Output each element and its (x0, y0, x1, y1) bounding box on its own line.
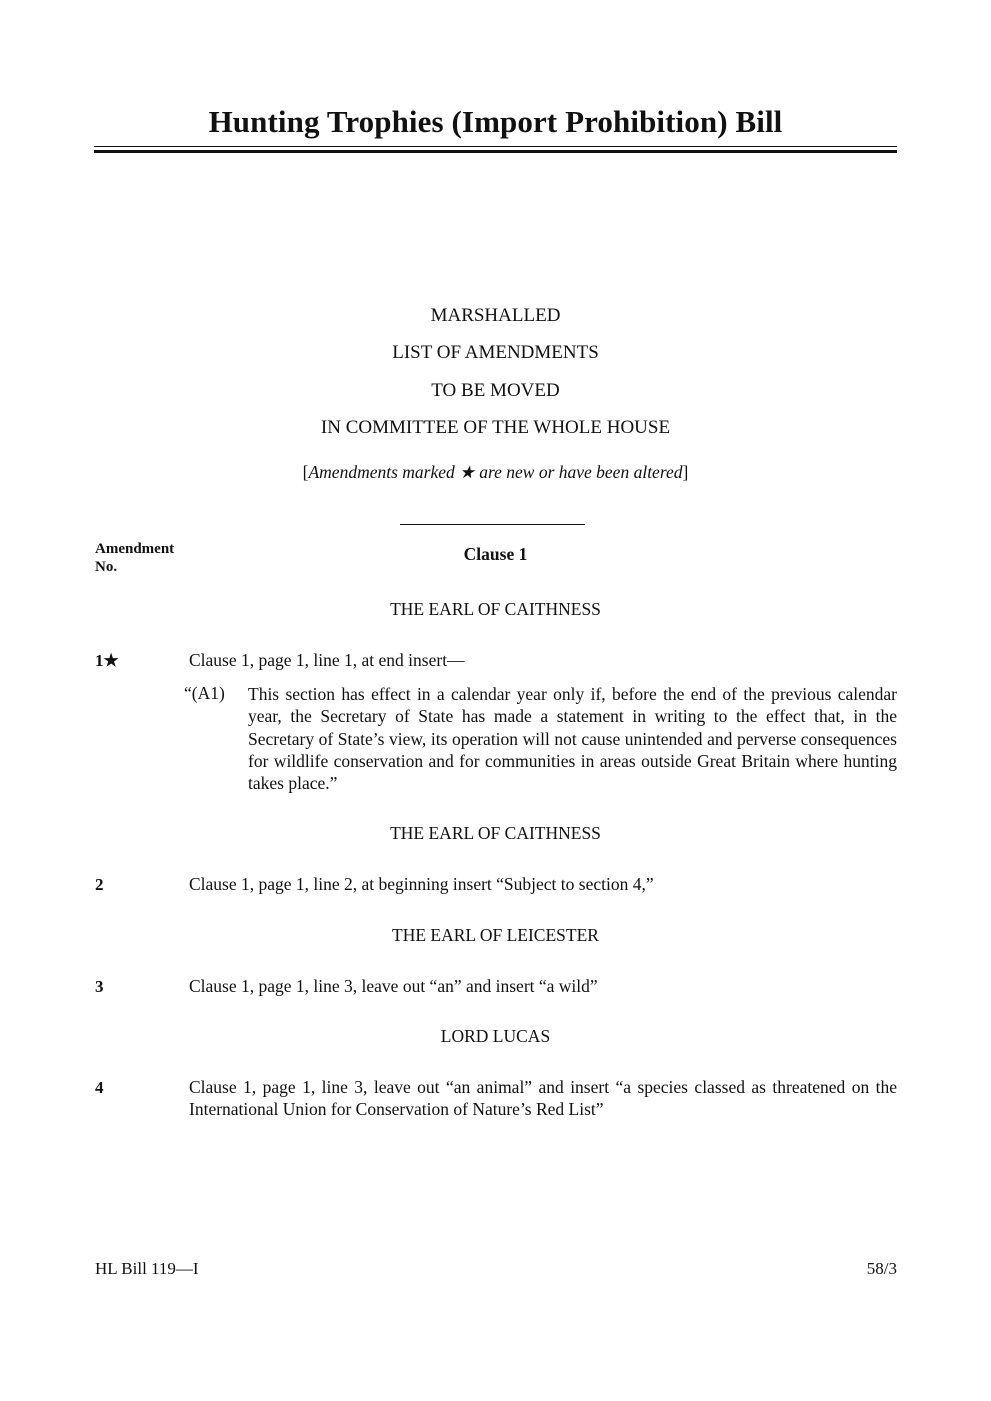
note-close-bracket: ] (682, 462, 689, 482)
new-amendments-note (94, 462, 897, 483)
heading-line-4: IN COMMITTEE OF THE WHOLE HOUSE (320, 417, 671, 438)
heading-line-2: LIST OF AMENDMENTS (392, 342, 599, 363)
inserted-subsection-text: This section has effect in a calendar year only if, before the end of the previous calendar year, the Secretary of State has made a statement in writing to the effect that, in the Secretary of State’s view, its operation will not cause unintended and perverse consequences for wildlife conservation and for communities in areas outside Great Britain where hunting takes place.” (248, 684, 897, 794)
amendment-header-line2: No. (95, 559, 118, 575)
amendment-number: 1★ (95, 651, 119, 670)
bill-title: Hunting Trophies (Import Prohibition) Bill (208, 104, 783, 139)
amendment-number: 3 (95, 977, 104, 996)
note-text: Amendments marked ★ are new or have been altered (308, 462, 683, 482)
sponsor-name: THE EARL OF LEICESTER (392, 925, 599, 945)
sponsor-name: THE EARL OF CAITHNESS (390, 823, 601, 843)
amendment-header-line1: Amendment (95, 541, 175, 557)
amendment-text: Clause 1, page 1, line 2, at beginning insert “Subject to section 4,” (189, 874, 654, 894)
amendment-text: Clause 1, page 1, line 1, at end insert— (189, 650, 465, 670)
amendment-number: 4 (95, 1078, 104, 1097)
section-divider (400, 524, 585, 525)
sponsor-name: THE EARL OF CAITHNESS (390, 599, 601, 619)
title-rule-thin (94, 146, 897, 147)
heading-line-1: MARSHALLED (430, 305, 561, 326)
note-open-bracket: [ (302, 462, 309, 482)
heading-line-3: TO BE MOVED (431, 380, 560, 401)
title-rule-thick (94, 150, 897, 153)
amendment-number: 2 (95, 875, 104, 894)
clause-heading: Clause 1 (463, 544, 528, 564)
amendment-text: Clause 1, page 1, line 3, leave out “an” and insert “a wild” (189, 976, 598, 996)
sponsor-name: LORD LUCAS (440, 1026, 551, 1046)
inserted-subsection-label: “(A1) (184, 683, 225, 703)
bill-reference: HL Bill 119—I (95, 1259, 199, 1278)
amendment-text: Clause 1, page 1, line 3, leave out “an animal” and insert “a species classed as threatened on the International Union for Conservation of Nature’s Red List” (189, 1077, 897, 1119)
page-reference: 58/3 (866, 1259, 897, 1278)
